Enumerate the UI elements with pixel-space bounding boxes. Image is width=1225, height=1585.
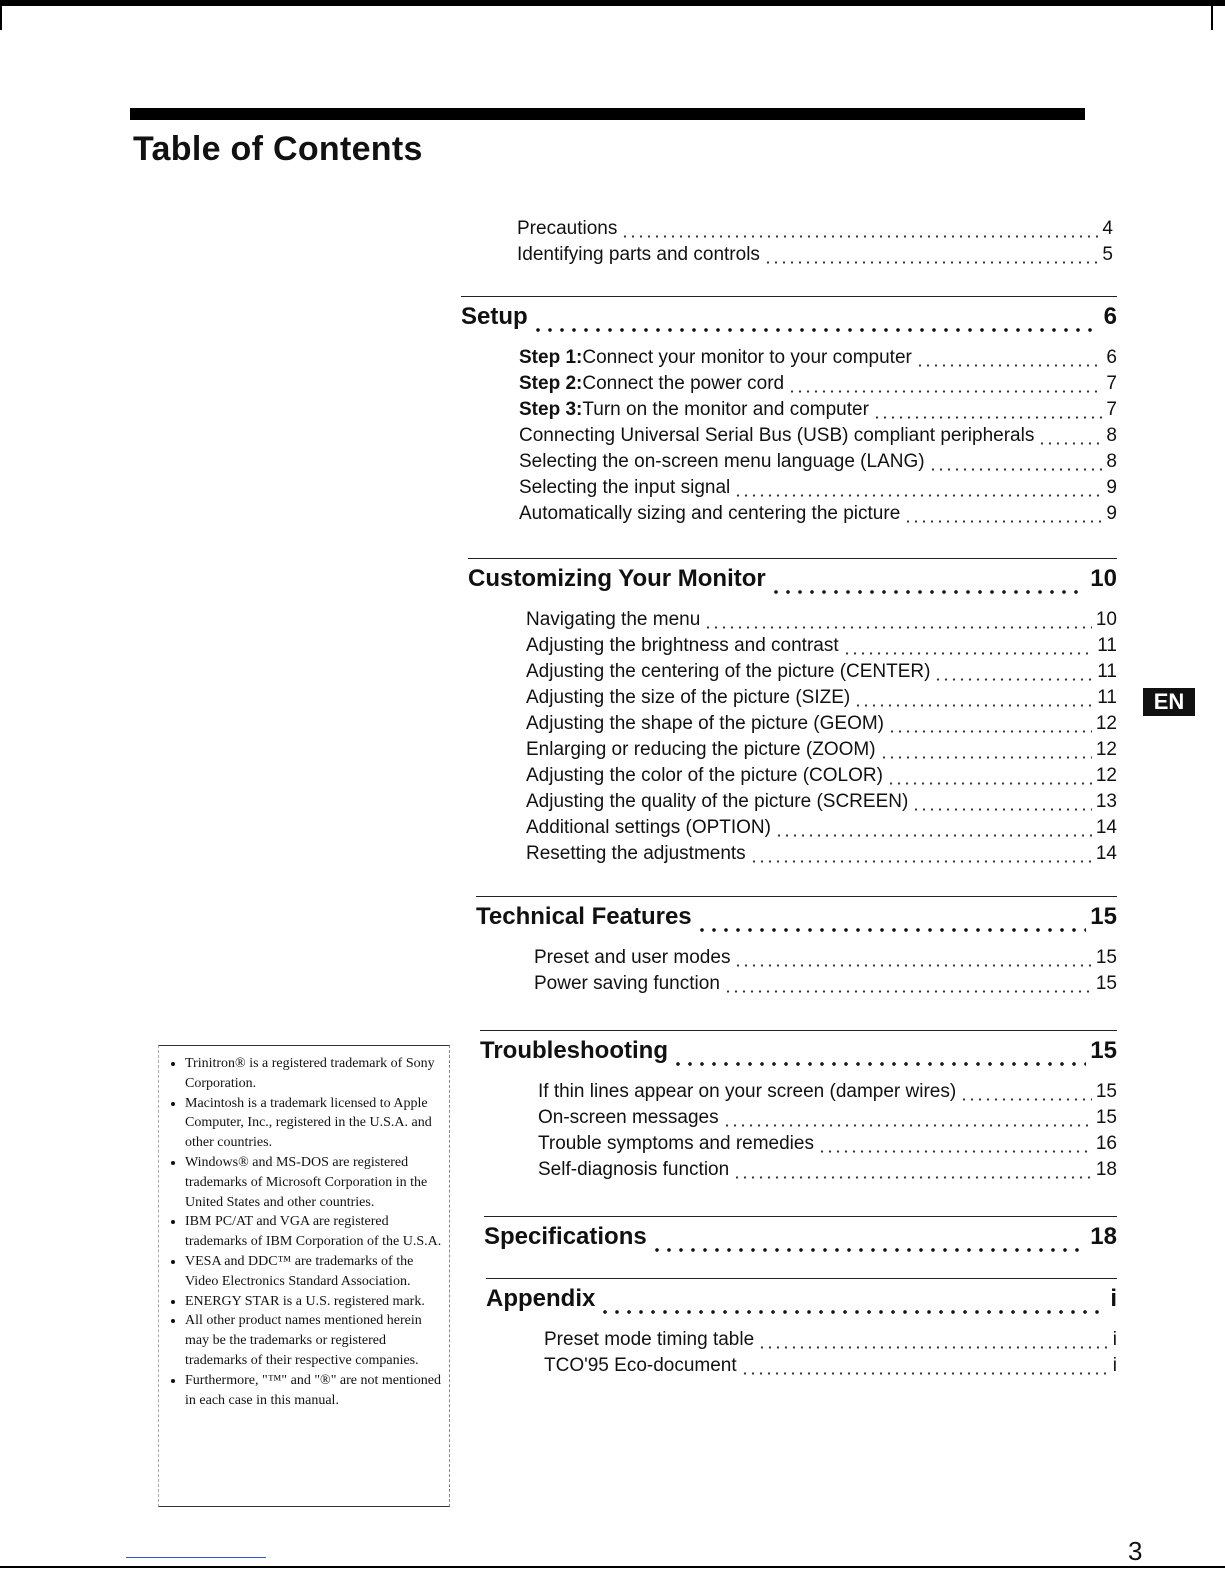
toc-entry-page: 9: [1106, 477, 1117, 498]
toc-entry-page: 12: [1095, 765, 1117, 786]
dot-leader: [1038, 442, 1102, 445]
toc-entry[interactable]: [538, 1107, 1117, 1133]
toc-entry[interactable]: [526, 817, 1117, 843]
toc-entry-page: 13: [1095, 791, 1117, 812]
toc-entry[interactable]: [519, 503, 1117, 529]
toc-entry[interactable]: [526, 713, 1117, 739]
section-heading-page: 15: [1090, 1037, 1117, 1064]
toc-entry-page: 12: [1095, 713, 1117, 734]
toc-entry-title: Connect the power cord: [582, 373, 785, 394]
page-edge-right: [1211, 0, 1213, 30]
title-bar: [130, 108, 1085, 120]
dot-leader: [599, 1310, 1106, 1314]
toc-entry-title: Turn on the monitor and computer: [582, 399, 869, 420]
toc-entry-title: Enlarging or reducing the picture (ZOOM): [526, 739, 876, 760]
trademark-item: • Macintosh is a trademark licensed to Apple Computer, Inc., registered in the U.S.A. and other countries.: [185, 1094, 443, 1153]
toc-entry-page: 8: [1106, 451, 1117, 472]
section-heading[interactable]: [476, 903, 1117, 937]
toc-entry-page: 7: [1106, 373, 1117, 394]
toc-entry-title: TCO'95 Eco-document: [544, 1355, 737, 1376]
dot-leader: [734, 964, 1091, 967]
toc-entry-title: Power saving function: [534, 973, 720, 994]
trademark-item: • ENERGY STAR is a U.S. registered mark.: [185, 1292, 443, 1312]
dot-leader: [532, 328, 1100, 332]
toc-entry-page: 12: [1095, 739, 1117, 760]
toc-entry[interactable]: [517, 244, 1113, 270]
toc-entry-page: 15: [1095, 1081, 1117, 1102]
toc-entry-page: 18: [1095, 1159, 1117, 1180]
toc-entry-page: 9: [1106, 503, 1117, 524]
toc-entry-page: 11: [1097, 635, 1117, 656]
page-edge-left: [0, 0, 2, 30]
toc-entry-title: Connect your monitor to your computer: [582, 347, 912, 368]
dot-leader: [904, 520, 1102, 523]
dot-leader: [788, 390, 1102, 393]
page-title: Table of Contents: [133, 130, 423, 168]
toc-entry[interactable]: [538, 1133, 1117, 1159]
dot-leader: [770, 590, 1087, 594]
intro-entries: [517, 218, 1113, 270]
dot-leader: [934, 678, 1093, 681]
toc-entry-title: Automatically sizing and centering the picture: [519, 503, 901, 524]
toc-entry[interactable]: [519, 399, 1117, 425]
section-appendix: [486, 1278, 1117, 1381]
language-badge: EN: [1143, 688, 1195, 716]
toc-entry-title: Selecting the input signal: [519, 477, 731, 498]
toc-entry[interactable]: [519, 347, 1117, 373]
toc-entry[interactable]: [544, 1355, 1117, 1381]
toc-entry-page: i: [1112, 1355, 1117, 1376]
toc-entry[interactable]: [526, 635, 1117, 661]
dot-leader: [929, 468, 1103, 471]
toc-entry-page: 15: [1095, 973, 1117, 994]
toc-entry[interactable]: [526, 661, 1117, 687]
section-heading[interactable]: [468, 565, 1117, 599]
toc-entry-title: Additional settings (OPTION): [526, 817, 771, 838]
dot-leader: [775, 834, 1092, 837]
toc-entry-title: Identifying parts and controls: [517, 244, 760, 265]
toc-entry-title: Resetting the adjustments: [526, 843, 746, 864]
dot-leader: [880, 756, 1092, 759]
toc-entry-page: 8: [1106, 425, 1117, 446]
dot-leader: [704, 626, 1092, 629]
toc-entry-title: Navigating the menu: [526, 609, 701, 630]
section-rule: [486, 1278, 1117, 1279]
toc-entry-title: Adjusting the brightness and contrast: [526, 635, 839, 656]
toc-entry[interactable]: [526, 765, 1117, 791]
section-entries: [468, 609, 1117, 869]
page-number: 3: [1128, 1536, 1143, 1566]
dot-leader: [741, 1372, 1109, 1375]
toc-entry-page: 6: [1106, 347, 1117, 368]
dot-leader: [912, 808, 1092, 811]
section-rule: [476, 896, 1117, 897]
section-heading-title: Specifications: [484, 1223, 647, 1250]
dot-leader: [621, 235, 1098, 238]
toc-entry-title: Precautions: [517, 218, 618, 239]
dot-leader: [750, 860, 1092, 863]
toc-entry-title: Adjusting the color of the picture (COLOR): [526, 765, 883, 786]
dot-leader: [724, 990, 1092, 993]
dot-leader: [916, 364, 1103, 367]
section-entries: [461, 347, 1117, 529]
dot-leader: [818, 1150, 1092, 1153]
section-rule: [480, 1030, 1117, 1031]
dot-leader: [764, 261, 1099, 264]
dot-leader: [873, 416, 1103, 419]
toc-entry[interactable]: [519, 373, 1117, 399]
footer-rule: [126, 1557, 266, 1558]
toc-entry-title: Adjusting the quality of the picture (SCREEN): [526, 791, 909, 812]
toc-entry-title: On-screen messages: [538, 1107, 719, 1128]
toc-entry-page: 11: [1097, 687, 1117, 708]
toc-entry[interactable]: [544, 1329, 1117, 1355]
toc-entry-title: Adjusting the centering of the picture (CENTER): [526, 661, 931, 682]
section-troubleshooting: [480, 1030, 1117, 1185]
toc-entry[interactable]: [517, 218, 1113, 244]
section-heading-page: 18: [1090, 1223, 1117, 1250]
dot-leader: [854, 704, 1093, 707]
toc-entry[interactable]: [534, 973, 1117, 999]
section-heading[interactable]: [461, 303, 1117, 337]
trademark-item: • IBM PC/AT and VGA are registered trademarks of IBM Corporation of the U.S.A.: [185, 1212, 443, 1252]
section-setup: [461, 296, 1117, 529]
section-entries: [486, 1329, 1117, 1381]
section-entries: [480, 1081, 1117, 1185]
section-heading-page: i: [1110, 1285, 1117, 1312]
toc-entry-title: Preset mode timing table: [544, 1329, 755, 1350]
toc-entry-title: Trouble symptoms and remedies: [538, 1133, 814, 1154]
toc-entry-title: Adjusting the size of the picture (SIZE): [526, 687, 851, 708]
section-technical-features: [476, 896, 1117, 999]
section-heading[interactable]: [486, 1285, 1117, 1319]
trademark-notice: [158, 1045, 450, 1507]
section-heading-page: 6: [1103, 303, 1117, 330]
page-edge-top: [0, 0, 1225, 6]
step-label: Step 3:: [519, 399, 583, 420]
toc-entry[interactable]: [526, 791, 1117, 817]
dot-leader: [672, 1062, 1086, 1066]
dot-leader: [888, 730, 1092, 733]
toc-entry[interactable]: [526, 687, 1117, 713]
toc-entry[interactable]: [519, 477, 1117, 503]
section-heading-title: Troubleshooting: [480, 1037, 668, 1064]
toc-entry[interactable]: [526, 739, 1117, 765]
toc-entry-page: 16: [1095, 1133, 1117, 1154]
dot-leader: [723, 1124, 1092, 1127]
toc-entry-page: i: [1112, 1329, 1117, 1350]
dot-leader: [651, 1248, 1087, 1252]
toc-entry-title: Preset and user modes: [534, 947, 731, 968]
section-specifications: [484, 1216, 1117, 1257]
trademark-item: • Furthermore, "™" and "®" are not mentioned in each case in this manual.: [185, 1371, 443, 1411]
toc-entry-title: If thin lines appear on your screen (damper wires): [538, 1081, 957, 1102]
trademark-item: • VESA and DDC™ are trademarks of the Video Electronics Standard Association.: [185, 1252, 443, 1292]
dot-leader: [733, 1176, 1092, 1179]
toc-entry[interactable]: [519, 425, 1117, 451]
page-edge-bottom: [0, 1566, 1225, 1568]
dot-leader: [960, 1098, 1092, 1101]
toc-entry-page: 14: [1095, 817, 1117, 838]
section-heading[interactable]: [480, 1037, 1117, 1071]
dot-leader: [696, 928, 1087, 932]
section-customizing-your-monitor: [468, 558, 1117, 869]
dot-leader: [887, 782, 1092, 785]
section-entries: [476, 947, 1117, 999]
toc-entry-title: Selecting the on-screen menu language (LANG): [519, 451, 925, 472]
step-label: Step 2:: [519, 373, 583, 394]
toc-entry-title: Connecting Universal Serial Bus (USB) compliant peripherals: [519, 425, 1035, 446]
section-rule: [461, 296, 1117, 297]
section-heading-title: Customizing Your Monitor: [468, 565, 766, 592]
toc-entry-page: 4: [1102, 218, 1113, 239]
section-heading-title: Technical Features: [476, 903, 692, 930]
toc-entry[interactable]: [519, 451, 1117, 477]
section-rule: [468, 558, 1117, 559]
section-heading-title: Setup: [461, 303, 528, 330]
toc-entry-page: 14: [1095, 843, 1117, 864]
toc-entry[interactable]: [534, 947, 1117, 973]
toc-entry-page: 15: [1095, 947, 1117, 968]
trademark-item: • All other product names mentioned herein may be the trademarks or registered trademarks of their respective companies.: [185, 1311, 443, 1370]
trademark-item: • Trinitron® is a registered trademark of Sony Corporation.: [185, 1054, 443, 1094]
toc-entry-page: 11: [1097, 661, 1117, 682]
toc-entry[interactable]: [538, 1159, 1117, 1185]
section-heading-page: 15: [1090, 903, 1117, 930]
toc-entry[interactable]: [538, 1081, 1117, 1107]
toc-entry-page: 10: [1095, 609, 1117, 630]
toc-entry[interactable]: [526, 609, 1117, 635]
section-heading-title: Appendix: [486, 1285, 596, 1312]
trademark-list: [167, 1054, 443, 1410]
step-label: Step 1:: [519, 347, 583, 368]
trademark-item: • Windows® and MS-DOS are registered trademarks of Microsoft Corporation in the United States and other countries.: [185, 1153, 443, 1212]
toc-entry-page: 5: [1102, 244, 1113, 265]
dot-leader: [734, 494, 1102, 497]
toc-entry-page: 7: [1106, 399, 1117, 420]
dot-leader: [758, 1346, 1109, 1349]
toc-entry[interactable]: [526, 843, 1117, 869]
section-rule: [484, 1216, 1117, 1217]
toc-entry-title: Self-diagnosis function: [538, 1159, 730, 1180]
dot-leader: [843, 652, 1094, 655]
section-heading[interactable]: [484, 1223, 1117, 1257]
section-heading-page: 10: [1090, 565, 1117, 592]
toc-entry-page: 15: [1095, 1107, 1117, 1128]
toc-entry-title: Adjusting the shape of the picture (GEOM): [526, 713, 885, 734]
